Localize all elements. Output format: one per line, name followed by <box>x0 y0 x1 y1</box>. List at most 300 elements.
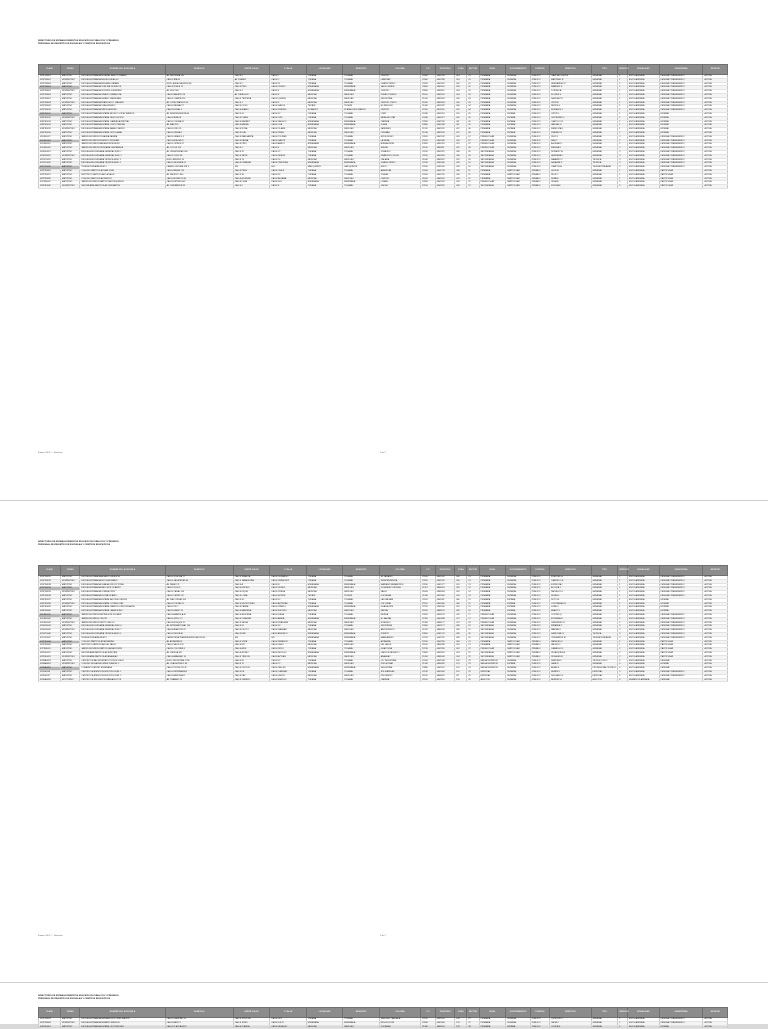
table-cell: CALLE 5 <box>233 75 270 79</box>
table-cell: 6865520 <box>435 93 454 97</box>
column-header: ZONA <box>455 65 467 75</box>
table-cell: AV. REFORMA 120 <box>165 75 233 79</box>
table-cell: 22830 <box>421 181 436 185</box>
table-cell: FEDERAL TRANSFERIDO <box>659 674 703 678</box>
column-header: NOMBRE DE LA ESCUELA <box>80 65 165 75</box>
table-cell: CALLE CIPRES 22 <box>165 143 233 147</box>
table-cell: ESTATAL <box>659 112 703 116</box>
table-cell: ENSENADA <box>306 143 343 147</box>
table-cell: ESCOLARIZADA <box>628 1018 660 1022</box>
table-cell: 01 <box>467 78 479 82</box>
table-cell: GENERAL <box>591 105 618 109</box>
table-cell: ESCOLARIZADA <box>628 90 660 94</box>
table-cell: ESCOLARIZADA <box>628 112 660 116</box>
table-cell: MESA DE OTAY <box>379 116 420 120</box>
table-cell: LAS PALMAS <box>379 598 420 602</box>
table-cell: FEDERAL TRANSFERIDO <box>659 613 703 617</box>
table-cell: 022 <box>455 147 467 151</box>
table-cell: CALLE JUSTICIA <box>233 1018 270 1022</box>
table-cell: GUAYCURA <box>379 648 420 652</box>
table-cell: CALLE ENCINO <box>233 587 270 591</box>
table-cell: 22430 <box>421 112 436 116</box>
table-cell: PUBLICO <box>530 112 549 116</box>
table-cell: CALLE DALIA <box>270 613 307 617</box>
table-cell: 02DJN0020 <box>39 147 61 151</box>
table-cell: 02DBA0055 <box>39 667 61 671</box>
table-cell: PREESCOLAR <box>479 613 506 617</box>
table-cell: 25 <box>467 670 479 674</box>
table-cell: ENSENADA <box>306 617 343 621</box>
table-cell: PUBLICO <box>530 1021 549 1025</box>
column-header: CLAVE <box>39 65 61 75</box>
title-line-2: PERSONAL DE REGISTRO DE ESCUELAS Y CENTROS EDUCATIVOS <box>38 998 111 1001</box>
table-cell: PRIMARIA <box>479 101 506 105</box>
table-cell: AV. PASEO 21 <box>165 583 233 587</box>
table-cell: CALLE 22 <box>270 150 307 154</box>
table-cell: CALLE SAUCE <box>270 105 307 109</box>
table-cell: JARDINES <box>379 128 420 132</box>
title-line-1: DIRECTORIO DE ESTABLECIMIENTOS EDUCATIVOS PUBLICOS Y PRIVADOS <box>38 40 119 42</box>
table-cell: PARTICULAR <box>659 640 703 644</box>
table-cell: 02PPR0028 <box>39 177 61 181</box>
table-cell: FEDERAL <box>506 629 530 633</box>
table-cell: 006 <box>455 105 467 109</box>
table-cell: FEDERAL TRANSFERIDO <box>659 670 703 674</box>
table-cell: MEXICALI <box>306 158 343 162</box>
table-cell: CALLE ALDAMA <box>270 177 307 181</box>
table-cell: 6642510 <box>435 1018 454 1022</box>
table-cell: ESTATAL <box>659 598 703 602</box>
table-cell: FEDERAL <box>506 659 530 663</box>
table-cell: ROSARITO <box>306 109 343 113</box>
table-cell: FEDERAL TRANSFERIDO <box>659 621 703 625</box>
table-cell: 02PJN0029 <box>39 181 61 185</box>
table-cell: 040 <box>455 169 467 173</box>
table-cell: 6641790 <box>435 173 454 177</box>
table-cell: 033 <box>455 166 467 170</box>
table-cell: MATUTINO <box>60 613 79 617</box>
table-cell: 09 <box>467 158 479 162</box>
table-cell: GENERAL <box>591 147 618 151</box>
table-cell: ESCUELA PRIMARIA CUAUHTEMOC <box>80 105 165 109</box>
table-cell: MATUTINO <box>60 576 79 580</box>
table-cell: CALLE 3RA 45 <box>165 78 233 82</box>
table-cell: ACTIVA <box>703 659 728 663</box>
table-cell: FEDERAL TRANSFERIDO <box>659 587 703 591</box>
table-cell: 02DJN0018 <box>39 139 61 143</box>
table-cell: 21160 <box>421 644 436 648</box>
table-cell: 02DPR0008 <box>39 101 61 105</box>
table-cell: INDUSTRIAL <box>379 97 420 101</box>
table-cell: CALLE 2 <box>233 147 270 151</box>
table-cell: ACTIVA <box>703 150 728 154</box>
table-cell: FEDERAL TRANSFERIDO <box>659 166 703 170</box>
table-cell: ESTATAL <box>506 602 530 606</box>
table-cell: VEGA E. <box>550 181 591 185</box>
table-cell: ENSENADA <box>343 667 380 671</box>
table-cell: ESCUELA PRIMARIA MIGUEL HIDALGO <box>80 78 165 82</box>
table-cell: ESTATAL <box>659 602 703 606</box>
column-header: C.P. <box>421 566 436 576</box>
table-cell: 090 <box>455 640 467 644</box>
table-cell: ROSALES B. <box>550 655 591 659</box>
title-line-1: DIRECTORIO DE ESTABLECIMIENTOS EDUCATIVOS PUBLICOS Y PRIVADOS <box>38 995 119 997</box>
table-cell: 02PES0030 <box>39 185 61 189</box>
table-cell: PUBLICO <box>530 154 549 158</box>
table-cell: CALLE 7 <box>270 75 307 79</box>
page-footer-source: Fuente: S.E.P. — Directorio <box>38 935 63 937</box>
table-cell: ESCOLARIZADA <box>628 131 660 135</box>
table-cell: GENERAL <box>591 629 618 633</box>
table-cell: VESPERTINO <box>60 116 79 120</box>
table-cell: CALLE AZTLAN <box>270 655 307 659</box>
table-cell: 071 <box>455 617 467 621</box>
table-cell: ESCOLARIZADA <box>628 86 660 90</box>
table-cell: PUBLICO <box>530 158 549 162</box>
table-cell: GENERAL <box>591 591 618 595</box>
table-cell: TECNICA <box>591 632 618 636</box>
table-cell: CALLE ROBLE <box>270 587 307 591</box>
column-header: ENTRE CALLE <box>233 65 270 75</box>
table-cell: MATUTINO <box>60 648 79 652</box>
table-cell: SOLIDARIDAD <box>379 670 420 674</box>
table-cell: MATUTINO <box>60 667 79 671</box>
table-cell: MEXICALI <box>306 629 343 633</box>
table-cell: 09 <box>467 150 479 154</box>
table-cell: OBRERA <box>379 678 420 682</box>
table-cell: PARTICULAR <box>659 173 703 177</box>
table-cell: TIJUANA <box>306 185 343 189</box>
table-cell: CALLE OCHO 36 <box>165 154 233 158</box>
table-cell: PRIMARIA <box>479 602 506 606</box>
table-cell: MEXICALI <box>343 644 380 648</box>
table-cell: 02DES0022 <box>39 154 61 158</box>
table-cell: CALLE ACACIA 70 <box>165 139 233 143</box>
table-cell: ESCUELA PRIMARIA ESTATAL JUSTO SIERRA <box>80 124 165 128</box>
table-cell: MATUTINO <box>60 1018 79 1022</box>
table-cell: ESCOLARIZADA <box>628 116 660 120</box>
table-cell: 1 <box>618 78 628 82</box>
table-cell: ACTIVA <box>703 667 728 671</box>
table-cell: GENERAL <box>591 97 618 101</box>
table-cell: CALLE 2 <box>270 78 307 82</box>
table-cell: TECATE <box>306 594 343 598</box>
table-cell: MEXICALI <box>343 131 380 135</box>
table-cell: 6642344 <box>435 659 454 663</box>
table-cell: MEXICALI <box>343 587 380 591</box>
table-cell: MATUTINO <box>60 636 79 640</box>
table-cell: PUBLICO <box>530 670 549 674</box>
table-cell: GENERAL <box>591 181 618 185</box>
table-cell: CALLE CARIDAD <box>270 670 307 674</box>
table-cell: GENERAL <box>591 93 618 97</box>
table-cell: ACTIVA <box>703 655 728 659</box>
table-cell: CALLE PERU <box>233 169 270 173</box>
column-header: MODALIDAD <box>628 566 660 576</box>
table-cell: AV. CUAUHTEMOC 80 <box>165 663 233 667</box>
table-cell: 094 <box>455 655 467 659</box>
column-header: TELEFONO <box>435 65 454 75</box>
table-cell: CALLE VALLE 120 <box>165 644 233 648</box>
table-cell: 18 <box>467 621 479 625</box>
table-cell: 6642177 <box>435 625 454 629</box>
table-cell: TECNOLOGICO <box>591 659 618 663</box>
table-cell: ANAHUAC <box>379 655 420 659</box>
table-cell: 131 <box>455 1021 467 1025</box>
table-cell: FEDERAL <box>506 576 530 580</box>
table-cell: CALLE 16 <box>270 158 307 162</box>
table-cell: TIJUANA <box>306 640 343 644</box>
table-cell: CALLE ABETO <box>270 143 307 147</box>
column-header: SECTOR <box>467 1008 479 1018</box>
table-cell: CALLE ROBLE 12 <box>165 86 233 90</box>
table-cell: 062 <box>455 610 467 614</box>
table-cell: 1 <box>618 82 628 86</box>
table-cell: TECNICA <box>591 162 618 166</box>
table-cell: 2 <box>618 143 628 147</box>
table-cell: AV. DIAZ ORDAZ 500 <box>165 598 233 602</box>
table-cell: 14 <box>467 591 479 595</box>
table-cell: MIRANDA T. <box>550 625 591 629</box>
table-cell: INSTITUTO PARTICULAR DEL VALLE <box>80 644 165 648</box>
table-cell: ACTIVA <box>703 1018 728 1022</box>
table-cell: 081 <box>455 629 467 633</box>
column-header: MODALIDAD <box>628 65 660 75</box>
table-cell: ESCUELA PRIMARIA ESTATAL ADOLFO LOPEZ MATEOS <box>80 112 165 116</box>
table-cell: PREESCOLAR <box>479 143 506 147</box>
table-cell: JARDIN DE NIÑOS MARIA MONTESSORI <box>80 143 165 147</box>
table-cell: TIJUANA <box>343 82 380 86</box>
table-cell: 6641733 <box>435 169 454 173</box>
table-cell: 3 <box>618 632 628 636</box>
table-cell: MEXICALI <box>343 93 380 97</box>
table-cell: MATUTINO <box>60 109 79 113</box>
table-cell: PARTICULAR <box>506 651 530 655</box>
table-cell: ACTIVA <box>703 116 728 120</box>
table-cell: CORTES Q. <box>550 613 591 617</box>
table-cell: CALLE NUCLEO <box>270 651 307 655</box>
table-cell: AMERICAS <box>379 169 420 173</box>
table-cell: 6641902 <box>435 576 454 580</box>
table-cell: PUBLICO <box>530 75 549 79</box>
table-cell: ESCUELA PRIMARIA MELCHOR OCAMPO <box>80 587 165 591</box>
table-cell: PUBLICO <box>530 579 549 583</box>
table-cell: CALLE PRADERA <box>270 621 307 625</box>
table-cell: 02EPR0039 <box>39 606 61 610</box>
table-cell: CHAPULTEPEC <box>379 82 420 86</box>
table-cell: CALLE NUEVE <box>270 154 307 158</box>
table-cell: 4 <box>618 667 628 671</box>
table-cell: 6641532 <box>435 135 454 139</box>
table-cell: TIJUANA <box>306 173 343 177</box>
table-cell: ESCUELA PRIMARIA GUADALUPE VICTORIA <box>80 583 165 587</box>
table-cell: MATUTINO <box>60 659 79 663</box>
table-cell: 22 <box>467 648 479 652</box>
table-cell: 02DPR0034 <box>39 587 61 591</box>
table-cell: CALLE BANDERA <box>233 610 270 614</box>
table-cell: FEDERAL <box>506 674 530 678</box>
table-cell: ESTATAL <box>506 598 530 602</box>
table-cell: PRIMARIA <box>479 75 506 79</box>
table-cell: FEDERAL <box>659 667 703 671</box>
table-cell: 11 <box>467 169 479 173</box>
table-cell: ESCOLARIZADA <box>628 610 660 614</box>
table-cell: 1 <box>618 587 628 591</box>
table-cell: 22000 <box>421 625 436 629</box>
table-cell: CALLE FE <box>233 670 270 674</box>
table-cell: HIPODROMO <box>379 135 420 139</box>
table-cell: 22300 <box>421 78 436 82</box>
table-cell: PUBLICO <box>530 678 549 682</box>
table-cell: FEDERAL TRANSFERIDO <box>659 93 703 97</box>
table-cell: 14 <box>467 594 479 598</box>
table-cell: CALLE JULIO <box>270 1021 307 1025</box>
column-header: MODALIDAD <box>628 1008 660 1018</box>
table-cell: 22500 <box>421 173 436 177</box>
table-cell: MATUTINO <box>60 139 79 143</box>
table-cell: 13 <box>467 583 479 587</box>
table-cell: 22750 <box>421 606 436 610</box>
table-cell: CALLE CLAVEL <box>270 128 307 132</box>
table-cell: 6866510 <box>435 1025 454 1029</box>
table-cell: ACTIVA <box>703 632 728 636</box>
table-cell: ESCOLARIZADA <box>628 181 660 185</box>
table-cell: 3 <box>618 185 628 189</box>
table-cell: 14 <box>467 587 479 591</box>
table-cell: SEMIESCOLARIZADA <box>628 678 660 682</box>
table-cell: MATUTINO <box>60 606 79 610</box>
table-cell: GENERAL <box>591 78 618 82</box>
column-header: NIVEL <box>479 1008 506 1018</box>
table-cell: ACTIVA <box>703 1025 728 1029</box>
table-cell: FEDERAL <box>506 101 530 105</box>
table-cell: PARTICULAR <box>659 181 703 185</box>
table-cell: 22785 <box>421 162 436 166</box>
table-cell: 27 <box>467 1018 479 1022</box>
table-cell: PRIMARIA <box>479 587 506 591</box>
column-header: TURNO <box>60 1008 79 1018</box>
table-cell: FEDERAL TRANSFERIDO <box>659 86 703 90</box>
table-cell: SECUNDARIA <box>479 655 506 659</box>
table-cell: 043 <box>455 185 467 189</box>
table-cell: PRIMARIA <box>479 105 506 109</box>
table-cell: ACTIVA <box>703 1021 728 1025</box>
table-cell: 1 <box>618 112 628 116</box>
table-cell: CALLE B <box>270 583 307 587</box>
table-cell: ESCOLARIZADA <box>628 162 660 166</box>
page-number: 2 de 3 <box>380 935 386 937</box>
table-cell: CALLE AVIACION 25 <box>165 629 233 633</box>
title-line-1: DIRECTORIO DE ESTABLECIMIENTOS EDUCATIVOS PUBLICOS Y PRIVADOS <box>38 541 119 543</box>
table-cell: CALLE 42 <box>270 598 307 602</box>
table-cell: ACTIVA <box>703 109 728 113</box>
table-cell: ACOSTA J. <box>550 587 591 591</box>
table-cell: 001 <box>455 78 467 82</box>
table-cell: TIJUANA <box>343 602 380 606</box>
table-cell: FEDERAL <box>506 583 530 587</box>
directory-table <box>38 64 728 189</box>
table-cell: 2 <box>618 613 628 617</box>
table-cell: 3 <box>618 162 628 166</box>
table-cell: TIJUANA <box>306 613 343 617</box>
table-cell: ACTIVA <box>703 644 728 648</box>
table-cell: ESPECIAL <box>591 670 618 674</box>
table-cell: 6642290 <box>435 648 454 652</box>
table-cell: ACTIVA <box>703 587 728 591</box>
table-cell: 092 <box>455 648 467 652</box>
table-cell: ENSENADA <box>306 181 343 185</box>
table-cell: MEXICALI <box>343 621 380 625</box>
table-cell: CALLE PLATA <box>233 116 270 120</box>
table-cell: MATUTINO <box>60 75 79 79</box>
table-cell: PRIVADO <box>530 651 549 655</box>
table-cell: FEDERAL TRANSFERIDO <box>659 143 703 147</box>
table-cell: FEDERAL TRANSFERIDO <box>659 82 703 86</box>
table-cell: CALLE EMPLEO <box>270 678 307 682</box>
table-cell: TELESECUNDARIA NUM. 5 <box>80 166 165 170</box>
column-header: Y CALLE <box>270 65 307 75</box>
column-header: SOSTENIMIENTO <box>506 1008 530 1018</box>
table-cell: 082 <box>455 632 467 636</box>
table-cell: COLEGIO PARTICULAR MEXICO <box>80 177 165 181</box>
table-cell: CALLE AZUL <box>233 648 270 652</box>
table-cell: JIMENEZ R. <box>550 131 591 135</box>
table-cell: PUBLICO <box>530 116 549 120</box>
table-cell: TELESECUNDARIA NUM. 9 <box>80 636 165 640</box>
column-header: ENTRE CALLE <box>233 566 270 576</box>
table-cell: PUBLICO <box>530 1018 549 1022</box>
table-cell: PREESCOLAR <box>479 617 506 621</box>
table-cell: CALLE BOSQUE 15 <box>165 621 233 625</box>
table-cell: ESCOLARIZADA <box>628 591 660 595</box>
table-cell: ESTATAL <box>506 112 530 116</box>
table-cell: MATUTINO <box>60 177 79 181</box>
table-cell: PUBLICO <box>530 166 549 170</box>
table-cell: 6866230 <box>435 629 454 633</box>
table-cell: 6461855 <box>435 651 454 655</box>
table-cell: 6461910 <box>435 667 454 671</box>
table-cell: AV. TRABAJO 20 <box>165 678 233 682</box>
table-cell: MEXICALI <box>306 128 343 132</box>
table-cell: CALLE PESCA 80 <box>165 632 233 636</box>
table-cell: 02EPR0061 <box>39 1025 61 1029</box>
table-header-row <box>39 65 728 75</box>
table-cell: CALLE CANAL 140 <box>165 591 233 595</box>
table-cell: PRIMARIA <box>479 82 506 86</box>
table-cell: 6642120 <box>435 613 454 617</box>
table-cell: CALLE OLIVO <box>233 105 270 109</box>
table-cell: 1 <box>618 90 628 94</box>
table-cell: FEDERAL <box>506 579 530 583</box>
table-cell: 02PPR0048 <box>39 640 61 644</box>
table-cell: PUBLICO <box>530 1025 549 1029</box>
table-cell: 22700 <box>421 109 436 113</box>
table-cell: ESCOLARIZADA <box>628 101 660 105</box>
table-cell: CALLE ARMONIA 11 <box>165 674 233 678</box>
table-cell: 21400 <box>421 105 436 109</box>
table-cell: FLORES V. <box>550 93 591 97</box>
table-cell: 22020 <box>421 82 436 86</box>
table-cell: TIJUANA <box>306 112 343 116</box>
table-cell: 110 <box>455 670 467 674</box>
table-cell: PUBLICO <box>530 147 549 151</box>
table-cell: CALLE BRASIL 101 <box>165 169 233 173</box>
table-cell: FEDERAL <box>506 97 530 101</box>
table-cell: CALLE UVA <box>233 131 270 135</box>
table-cell: 20 <box>467 636 479 640</box>
table-cell: VESPERTINO <box>60 629 79 633</box>
table-cell: CALLE LIRIO 31 <box>165 128 233 132</box>
